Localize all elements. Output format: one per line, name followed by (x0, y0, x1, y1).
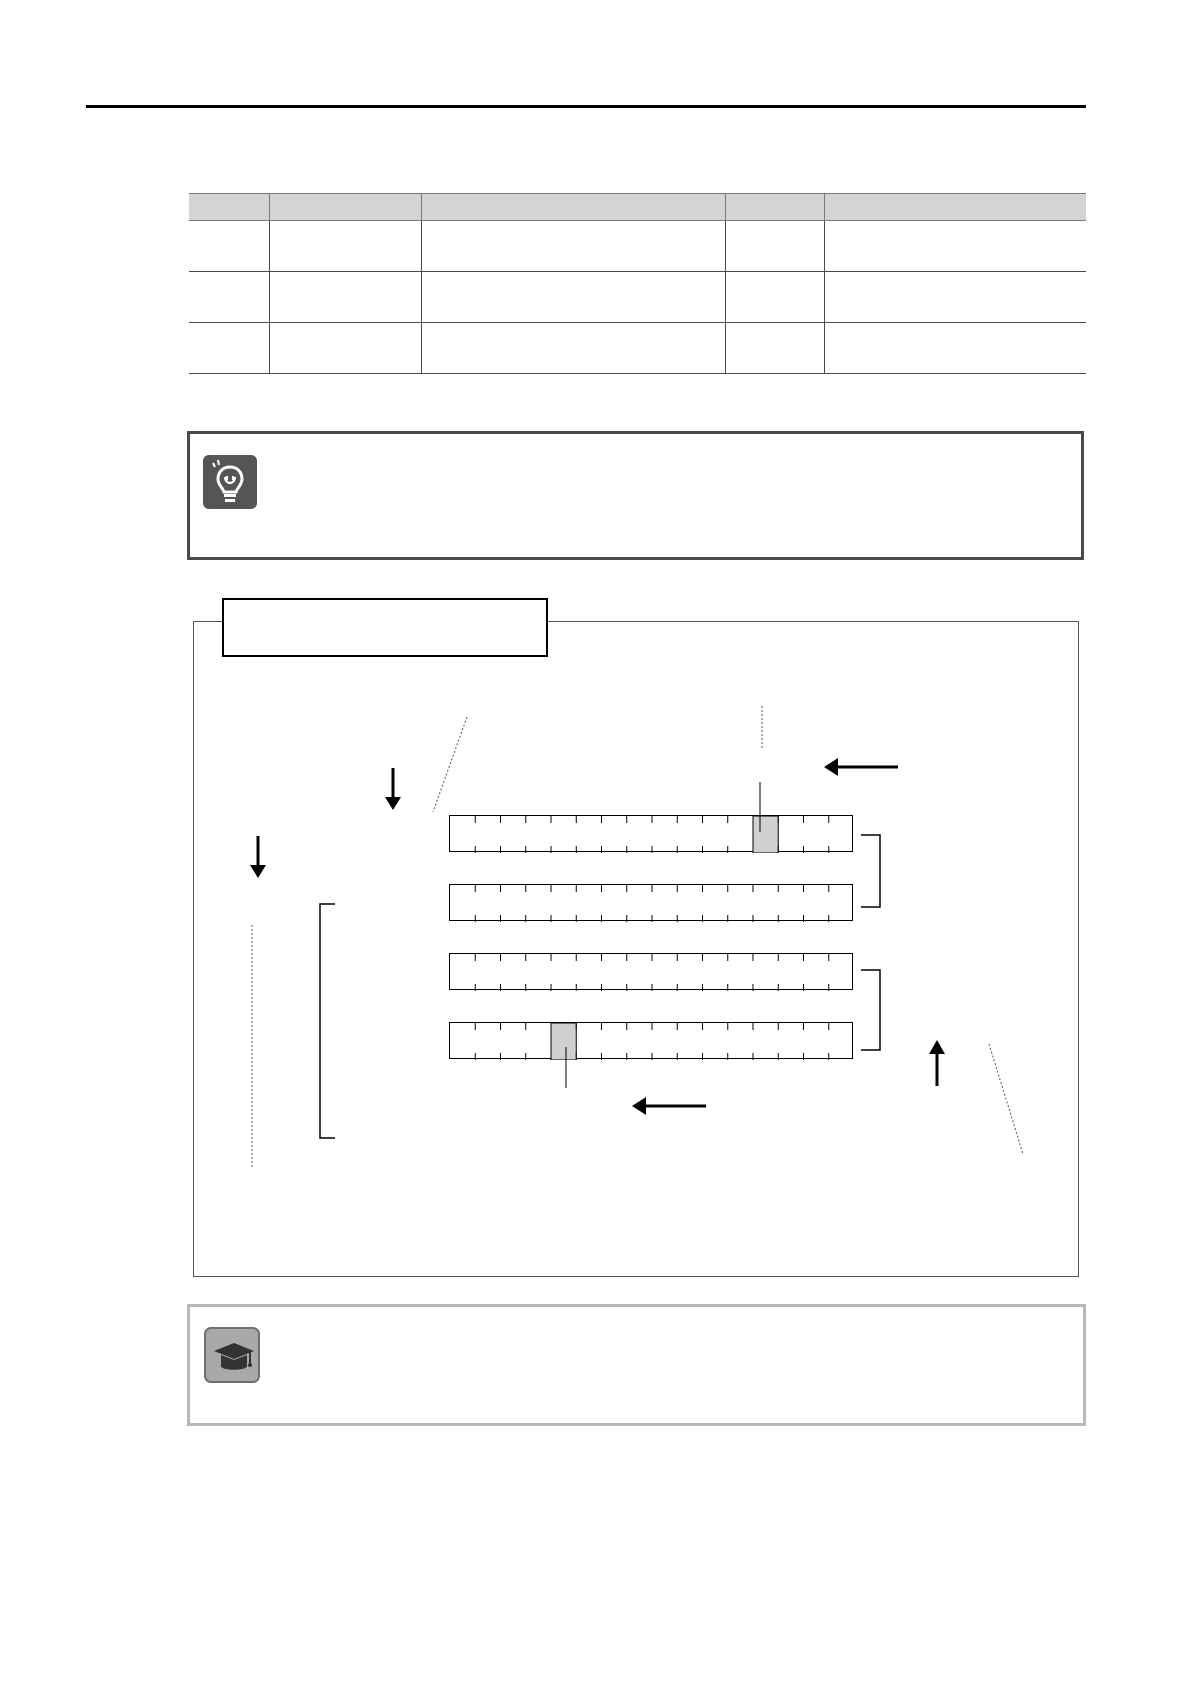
arrow-left-icon (824, 758, 898, 776)
arrow-up-icon (929, 1040, 945, 1086)
bracket (861, 970, 880, 1050)
graduation-cap-icon (204, 1327, 260, 1383)
arrow-down-icon (385, 768, 401, 810)
arrow-down-icon (250, 836, 266, 878)
leader-line (989, 1044, 1023, 1154)
arrow-left-icon (632, 1097, 706, 1115)
bracket (320, 904, 335, 1138)
info-box (187, 1304, 1086, 1426)
leader-line (433, 717, 467, 812)
bracket (861, 835, 880, 907)
